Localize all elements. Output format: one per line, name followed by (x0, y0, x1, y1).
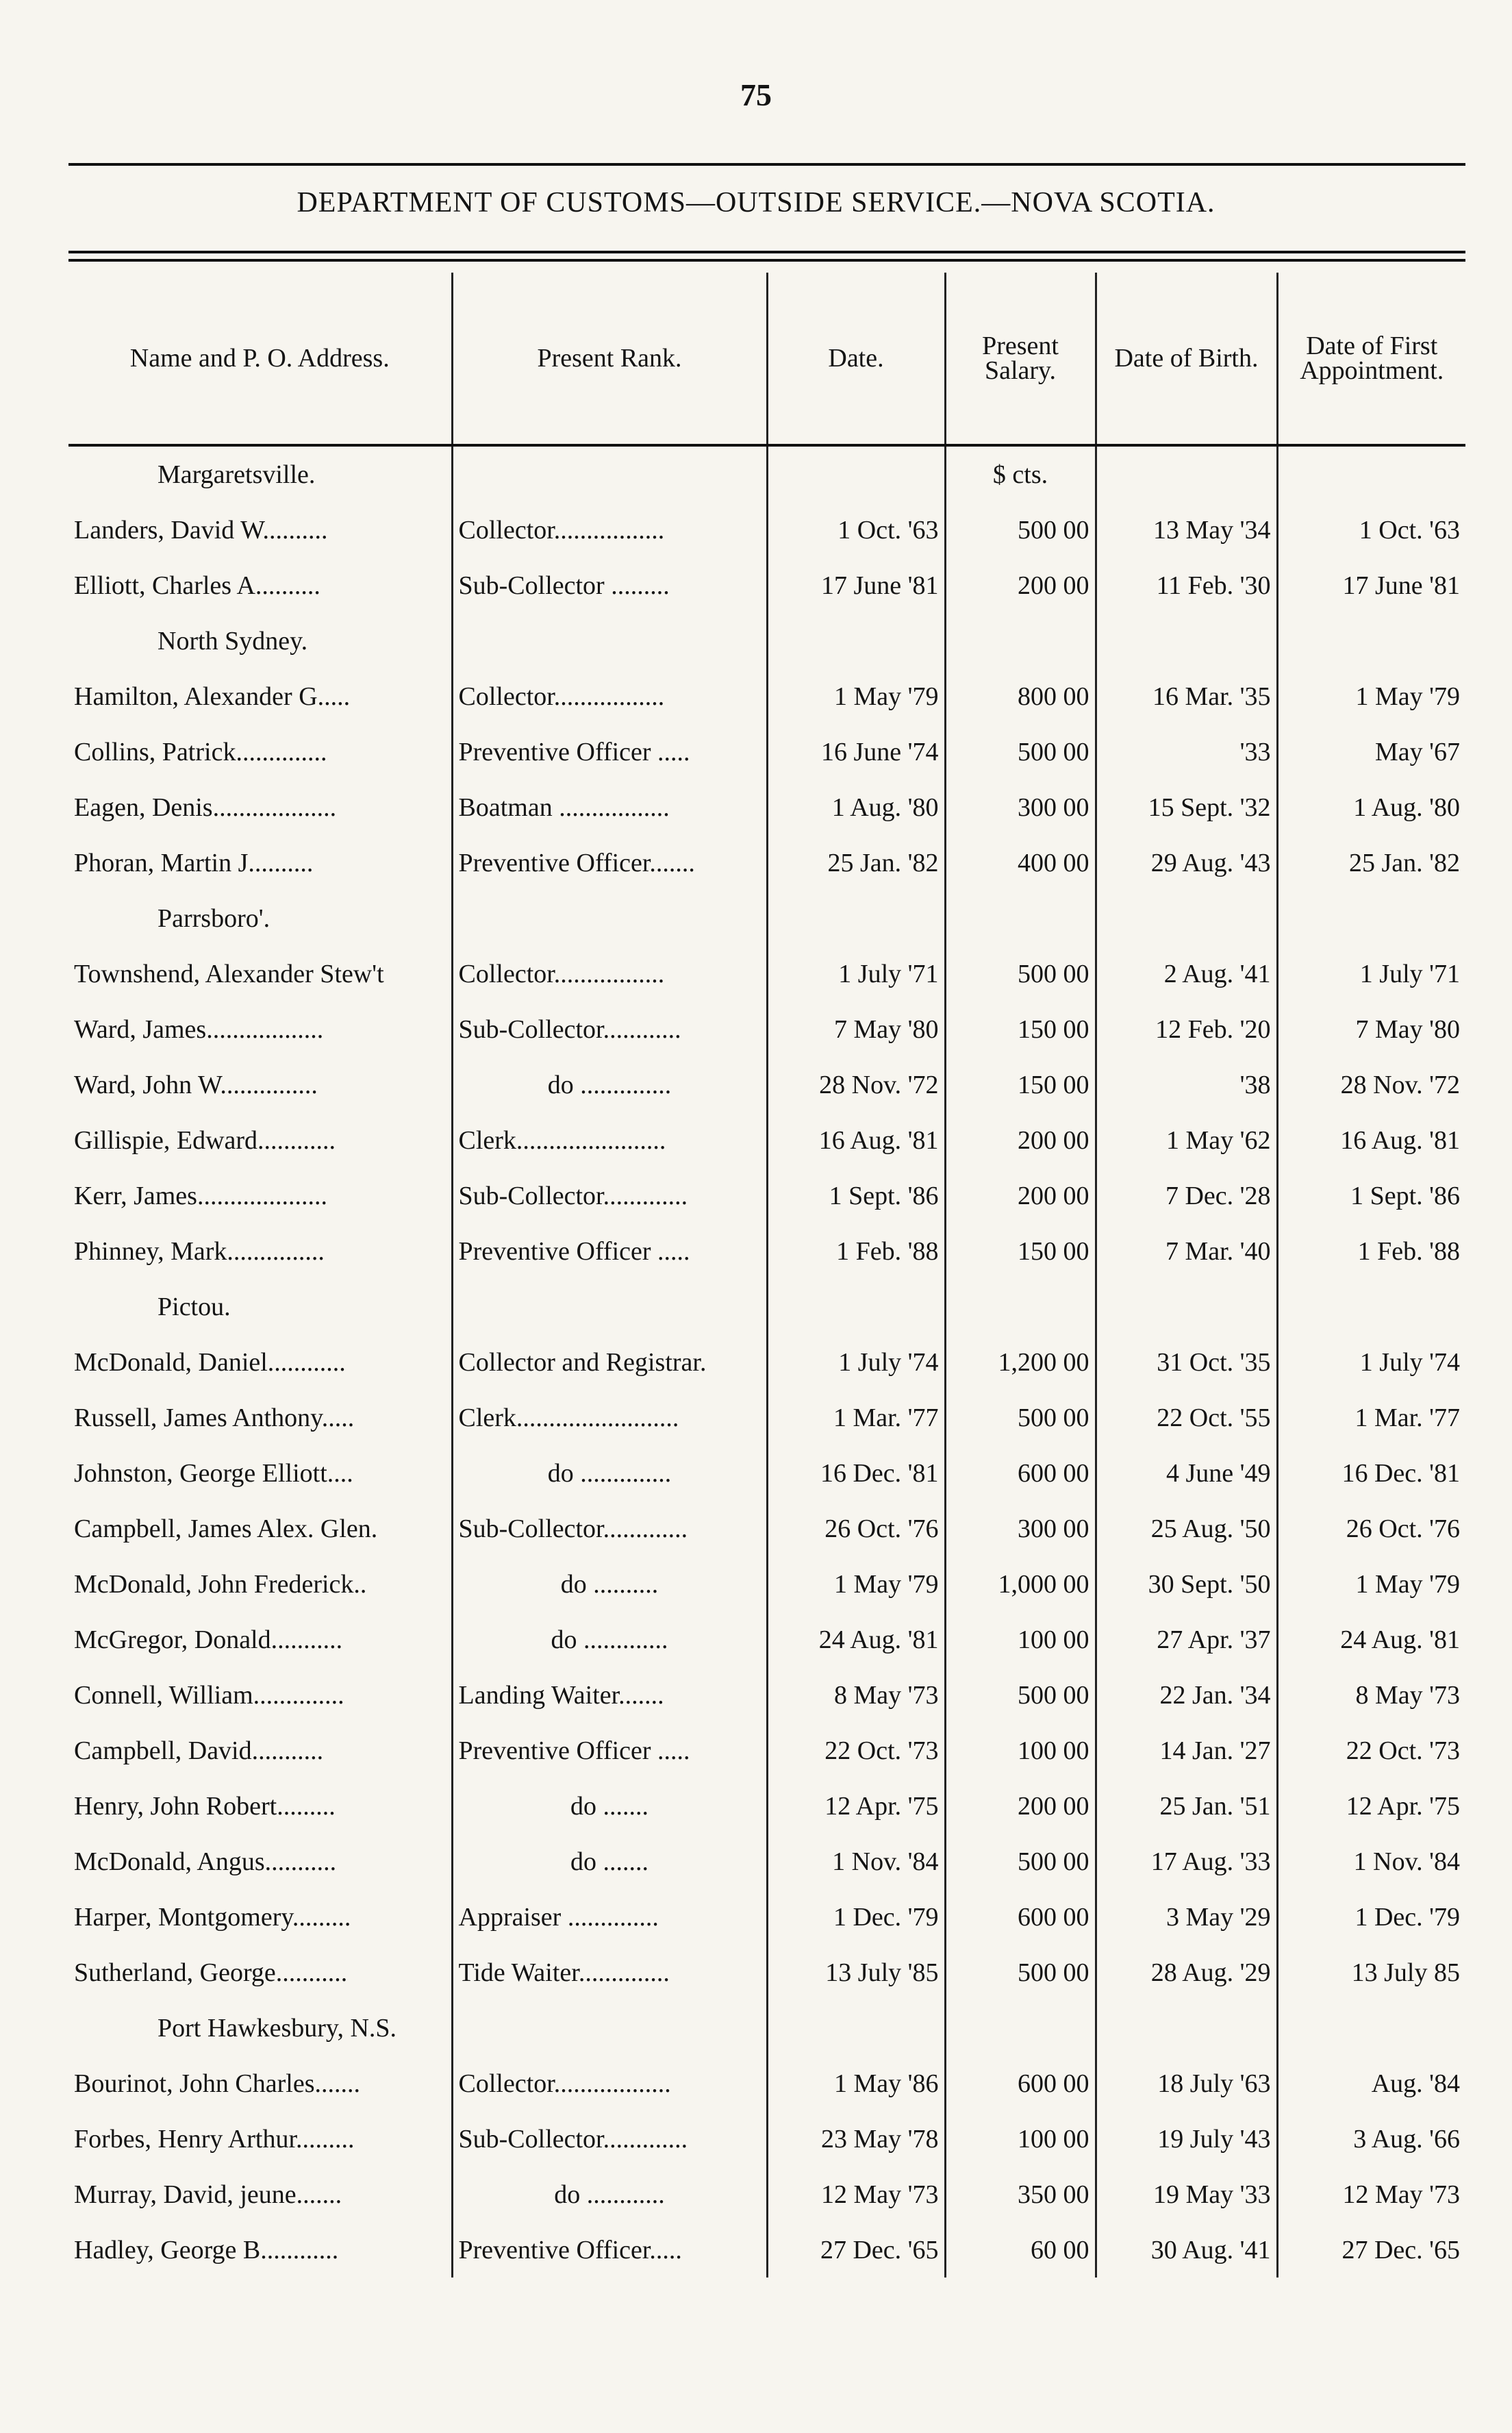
empty-cell (1277, 613, 1465, 669)
section-heading-row (68, 890, 1465, 946)
name-cell: Hamilton, Alexander G..... (74, 682, 351, 711)
empty-cell (1096, 1279, 1277, 1334)
table-row (68, 1390, 1465, 1445)
rank-cell: Sub-Collector............. (452, 1168, 767, 1223)
section-heading-row (68, 445, 1465, 502)
name-cell: Bourinot, John Charles....... (74, 2069, 360, 2098)
name-cell: Hadley, George B............ (74, 2235, 339, 2264)
section-location: Pictou. (158, 1292, 231, 1321)
salary-cell: 500 00 (945, 1667, 1096, 1723)
date-cell: 25 Jan. '82 (767, 835, 945, 890)
rank-cell: do ............ (452, 2167, 767, 2222)
rank-cell: do ....... (452, 1834, 767, 1889)
customs-staff-table (68, 273, 1465, 2278)
empty-cell (452, 1279, 767, 1334)
section-location: North Sydney. (158, 626, 308, 656)
salary-cell: 500 00 (945, 946, 1096, 1001)
name-cell: Kerr, James.................... (74, 1181, 327, 1210)
rank-cell: Preventive Officer ..... (452, 724, 767, 779)
birth-date-cell: 19 July '43 (1096, 2111, 1277, 2167)
date-cell: 17 June '81 (767, 558, 945, 613)
date-cell: 23 May '78 (767, 2111, 945, 2167)
salary-cell: 200 00 (945, 1168, 1096, 1223)
salary-cell: 60 00 (945, 2222, 1096, 2278)
birth-date-cell: 7 Mar. '40 (1096, 1223, 1277, 1279)
birth-date-cell: 7 Dec. '28 (1096, 1168, 1277, 1223)
name-cell: Townshend, Alexander Stew't (74, 959, 384, 988)
rank-cell: Collector................. (452, 502, 767, 558)
appointment-date-cell: 1 Aug. '80 (1277, 779, 1465, 835)
birth-date-cell: 1 May '62 (1096, 1112, 1277, 1168)
appointment-date-cell: 1 May '79 (1277, 669, 1465, 724)
table-row (68, 2056, 1465, 2111)
appointment-date-cell: 7 May '80 (1277, 1001, 1465, 1057)
rank-cell: Clerk......................... (452, 1390, 767, 1445)
salary-units-label: $ cts. (945, 445, 1096, 502)
rank-cell: do .............. (452, 1057, 767, 1112)
date-cell: 1 Oct. '63 (767, 502, 945, 558)
appointment-date-cell: 1 Sept. '86 (1277, 1168, 1465, 1223)
name-cell: Campbell, David........... (74, 1736, 324, 1765)
birth-date-cell: '38 (1096, 1057, 1277, 1112)
rank-cell: do ............. (452, 1612, 767, 1667)
table-row (68, 1889, 1465, 1945)
date-cell: 28 Nov. '72 (767, 1057, 945, 1112)
table-row (68, 1834, 1465, 1889)
date-cell: 22 Oct. '73 (767, 1723, 945, 1778)
salary-cell: 200 00 (945, 1778, 1096, 1834)
birth-date-cell: 28 Aug. '29 (1096, 1945, 1277, 2000)
empty-cell (1096, 613, 1277, 669)
appointment-date-cell: 12 May '73 (1277, 2167, 1465, 2222)
appointment-date-cell: 24 Aug. '81 (1277, 1612, 1465, 1667)
salary-cell: 200 00 (945, 558, 1096, 613)
birth-date-cell: 25 Aug. '50 (1096, 1501, 1277, 1556)
name-cell: Connell, William.............. (74, 1680, 344, 1710)
table-row (68, 779, 1465, 835)
name-cell: Collins, Patrick.............. (74, 737, 327, 766)
name-cell: McGregor, Donald........... (74, 1625, 343, 1654)
date-cell: 8 May '73 (767, 1667, 945, 1723)
rank-cell: Collector................. (452, 669, 767, 724)
birth-date-cell: 30 Sept. '50 (1096, 1556, 1277, 1612)
table-row (68, 2222, 1465, 2278)
date-cell: 24 Aug. '81 (767, 1612, 945, 1667)
name-cell: Harper, Montgomery......... (74, 1902, 351, 1932)
salary-cell: 800 00 (945, 669, 1096, 724)
page-title: DEPARTMENT OF CUSTOMS—OUTSIDE SERVICE.—NOVA SCOTIA. (297, 187, 1215, 219)
salary-cell: 150 00 (945, 1057, 1096, 1112)
appointment-date-cell: May '67 (1277, 724, 1465, 779)
appointment-date-cell: 1 Mar. '77 (1277, 1390, 1465, 1445)
appointment-date-cell: 1 Dec. '79 (1277, 1889, 1465, 1945)
name-cell: Russell, James Anthony..... (74, 1403, 355, 1432)
birth-date-cell: 3 May '29 (1096, 1889, 1277, 1945)
salary-cell: 500 00 (945, 502, 1096, 558)
appointment-date-cell: 28 Nov. '72 (1277, 1057, 1465, 1112)
birth-date-cell: 2 Aug. '41 (1096, 946, 1277, 1001)
birth-date-cell: 22 Oct. '55 (1096, 1390, 1277, 1445)
empty-cell (767, 2000, 945, 2056)
birth-date-cell: 27 Apr. '37 (1096, 1612, 1277, 1667)
name-cell: Elliott, Charles A.......... (74, 571, 320, 600)
salary-cell: 500 00 (945, 1945, 1096, 2000)
name-cell: Landers, David W.......... (74, 515, 328, 545)
date-cell: 1 July '71 (767, 946, 945, 1001)
date-cell: 1 Dec. '79 (767, 1889, 945, 1945)
title-rule-upper (68, 251, 1465, 253)
rank-cell: Preventive Officer....... (452, 835, 767, 890)
date-cell: 12 Apr. '75 (767, 1778, 945, 1834)
rank-cell: Sub-Collector............. (452, 2111, 767, 2167)
appointment-date-cell: 1 May '79 (1277, 1556, 1465, 1612)
empty-cell (767, 890, 945, 946)
appointment-date-cell: 1 Nov. '84 (1277, 1834, 1465, 1889)
salary-cell: 100 00 (945, 1723, 1096, 1778)
header-date-of-birth: Date of Birth. (1096, 273, 1277, 445)
appointment-date-cell: 13 July 85 (1277, 1945, 1465, 2000)
table-row (68, 1945, 1465, 2000)
table-row (68, 558, 1465, 613)
section-location: Margaretsville. (158, 460, 316, 489)
salary-cell: 600 00 (945, 1445, 1096, 1501)
salary-cell: 150 00 (945, 1001, 1096, 1057)
appointment-date-cell: 12 Apr. '75 (1277, 1778, 1465, 1834)
header-present-salary: Present Salary. (945, 273, 1096, 445)
empty-cell (452, 613, 767, 669)
birth-date-cell: 15 Sept. '32 (1096, 779, 1277, 835)
salary-cell: 350 00 (945, 2167, 1096, 2222)
date-cell: 1 Mar. '77 (767, 1390, 945, 1445)
salary-cell: 100 00 (945, 1612, 1096, 1667)
table-row (68, 1612, 1465, 1667)
table-row (68, 1168, 1465, 1223)
table-row (68, 946, 1465, 1001)
appointment-date-cell: 1 July '71 (1277, 946, 1465, 1001)
name-cell: McDonald, Angus........... (74, 1847, 337, 1876)
birth-date-cell: 4 June '49 (1096, 1445, 1277, 1501)
birth-date-cell: 29 Aug. '43 (1096, 835, 1277, 890)
empty-cell (767, 445, 945, 502)
empty-cell (767, 1279, 945, 1334)
birth-date-cell: 30 Aug. '41 (1096, 2222, 1277, 2278)
date-cell: 1 May '79 (767, 669, 945, 724)
empty-cell (1277, 2000, 1465, 2056)
rank-cell: Appraiser .............. (452, 1889, 767, 1945)
table-row (68, 1001, 1465, 1057)
birth-date-cell: '33 (1096, 724, 1277, 779)
rank-cell: Collector................. (452, 946, 767, 1001)
rank-cell: Clerk....................... (452, 1112, 767, 1168)
birth-date-cell: 13 May '34 (1096, 502, 1277, 558)
salary-cell: 200 00 (945, 1112, 1096, 1168)
table-body (68, 445, 1465, 2278)
name-cell: McDonald, Daniel............ (74, 1347, 346, 1377)
salary-cell: 600 00 (945, 1889, 1096, 1945)
appointment-date-cell: 1 Oct. '63 (1277, 502, 1465, 558)
section-heading-row (68, 613, 1465, 669)
empty-cell (452, 445, 767, 502)
table-row (68, 2167, 1465, 2222)
salary-cell: 400 00 (945, 835, 1096, 890)
salary-cell: 100 00 (945, 2111, 1096, 2167)
birth-date-cell: 31 Oct. '35 (1096, 1334, 1277, 1390)
empty-cell (452, 2000, 767, 2056)
rank-cell: Boatman ................. (452, 779, 767, 835)
salary-cell: 600 00 (945, 2056, 1096, 2111)
date-cell: 13 July '85 (767, 1945, 945, 2000)
date-cell: 1 May '86 (767, 2056, 945, 2111)
table-row (68, 1667, 1465, 1723)
title-rule-lower (68, 259, 1465, 262)
rank-cell: Preventive Officer ..... (452, 1223, 767, 1279)
birth-date-cell: 19 May '33 (1096, 2167, 1277, 2222)
appointment-date-cell: 26 Oct. '76 (1277, 1501, 1465, 1556)
rank-cell: Sub-Collector............ (452, 1001, 767, 1057)
rank-cell: Preventive Officer ..... (452, 1723, 767, 1778)
table-row (68, 835, 1465, 890)
name-cell: Henry, John Robert......... (74, 1791, 336, 1821)
date-cell: 1 Nov. '84 (767, 1834, 945, 1889)
empty-cell (1277, 1279, 1465, 1334)
appointment-date-cell: 1 July '74 (1277, 1334, 1465, 1390)
page-number: 75 (740, 77, 772, 112)
appointment-date-cell: 16 Dec. '81 (1277, 1445, 1465, 1501)
empty-cell (1277, 445, 1465, 502)
birth-date-cell: 14 Jan. '27 (1096, 1723, 1277, 1778)
empty-cell (1096, 890, 1277, 946)
table-row (68, 2111, 1465, 2167)
name-cell: Gillispie, Edward............ (74, 1125, 336, 1155)
date-cell: 1 May '79 (767, 1556, 945, 1612)
salary-cell: 1,000 00 (945, 1556, 1096, 1612)
table-row (68, 502, 1465, 558)
salary-cell: 500 00 (945, 1390, 1096, 1445)
name-cell: Sutherland, George........... (74, 1958, 348, 1987)
table-row (68, 1057, 1465, 1112)
table-row (68, 1723, 1465, 1778)
table-row (68, 1445, 1465, 1501)
header-present-rank: Present Rank. (452, 273, 767, 445)
appointment-date-cell: 1 Feb. '88 (1277, 1223, 1465, 1279)
empty-cell (767, 613, 945, 669)
header-date: Date. (767, 273, 945, 445)
appointment-date-cell: 22 Oct. '73 (1277, 1723, 1465, 1778)
header-date-first-appointment: Date of First Appointment. (1277, 273, 1465, 445)
empty-cell (945, 2000, 1096, 2056)
appointment-date-cell: 17 June '81 (1277, 558, 1465, 613)
name-cell: Forbes, Henry Arthur......... (74, 2124, 355, 2154)
date-cell: 27 Dec. '65 (767, 2222, 945, 2278)
salary-cell: 500 00 (945, 724, 1096, 779)
section-location: Parrsboro'. (158, 903, 270, 933)
rank-cell: Tide Waiter.............. (452, 1945, 767, 2000)
birth-date-cell: 22 Jan. '34 (1096, 1667, 1277, 1723)
birth-date-cell: 11 Feb. '30 (1096, 558, 1277, 613)
name-cell: McDonald, John Frederick.. (74, 1569, 367, 1599)
rank-cell: do .............. (452, 1445, 767, 1501)
name-cell: Johnston, George Elliott.... (74, 1458, 353, 1488)
salary-cell: 300 00 (945, 1501, 1096, 1556)
empty-cell (1096, 2000, 1277, 2056)
table-row (68, 1501, 1465, 1556)
appointment-date-cell: 27 Dec. '65 (1277, 2222, 1465, 2278)
table-row (68, 724, 1465, 779)
name-cell: Phinney, Mark............... (74, 1236, 325, 1266)
empty-cell (945, 613, 1096, 669)
empty-cell (945, 1279, 1096, 1334)
section-location: Port Hawkesbury, N.S. (158, 2013, 397, 2043)
birth-date-cell: 16 Mar. '35 (1096, 669, 1277, 724)
appointment-date-cell: 8 May '73 (1277, 1667, 1465, 1723)
rank-cell: Sub-Collector ......... (452, 558, 767, 613)
date-cell: 1 Sept. '86 (767, 1168, 945, 1223)
date-cell: 16 Dec. '81 (767, 1445, 945, 1501)
salary-cell: 300 00 (945, 779, 1096, 835)
salary-cell: 500 00 (945, 1834, 1096, 1889)
birth-date-cell: 12 Feb. '20 (1096, 1001, 1277, 1057)
date-cell: 16 Aug. '81 (767, 1112, 945, 1168)
table-row (68, 669, 1465, 724)
rank-cell: Preventive Officer..... (452, 2222, 767, 2278)
table-header-row (68, 273, 1465, 445)
date-cell: 1 Feb. '88 (767, 1223, 945, 1279)
rank-cell: do ....... (452, 1778, 767, 1834)
salary-cell: 150 00 (945, 1223, 1096, 1279)
date-cell: 26 Oct. '76 (767, 1501, 945, 1556)
rank-cell: Collector.................. (452, 2056, 767, 2111)
date-cell: 1 Aug. '80 (767, 779, 945, 835)
appointment-date-cell: Aug. '84 (1277, 2056, 1465, 2111)
name-cell: Ward, John W............... (74, 1070, 318, 1099)
empty-cell (452, 890, 767, 946)
header-name-address: Name and P. O. Address. (68, 273, 452, 445)
table-row (68, 1112, 1465, 1168)
name-cell: Eagen, Denis................... (74, 793, 337, 822)
rank-cell: Landing Waiter....... (452, 1667, 767, 1723)
table-row (68, 1223, 1465, 1279)
section-heading-row (68, 2000, 1465, 2056)
rank-cell: Sub-Collector............. (452, 1501, 767, 1556)
table-row (68, 1556, 1465, 1612)
date-cell: 12 May '73 (767, 2167, 945, 2222)
salary-cell: 1,200 00 (945, 1334, 1096, 1390)
table-row (68, 1778, 1465, 1834)
name-cell: Ward, James.................. (74, 1014, 324, 1044)
birth-date-cell: 25 Jan. '51 (1096, 1778, 1277, 1834)
empty-cell (1096, 445, 1277, 502)
birth-date-cell: 17 Aug. '33 (1096, 1834, 1277, 1889)
name-cell: Campbell, James Alex. Glen. (74, 1514, 378, 1543)
empty-cell (1277, 890, 1465, 946)
appointment-date-cell: 3 Aug. '66 (1277, 2111, 1465, 2167)
name-cell: Murray, David, jeune....... (74, 2180, 342, 2209)
rank-cell: do .......... (452, 1556, 767, 1612)
date-cell: 16 June '74 (767, 724, 945, 779)
appointment-date-cell: 16 Aug. '81 (1277, 1112, 1465, 1168)
rank-cell: Collector and Registrar. (452, 1334, 767, 1390)
top-rule (68, 163, 1465, 166)
table-row (68, 1334, 1465, 1390)
appointment-date-cell: 25 Jan. '82 (1277, 835, 1465, 890)
section-heading-row (68, 1279, 1465, 1334)
date-cell: 1 July '74 (767, 1334, 945, 1390)
empty-cell (945, 890, 1096, 946)
name-cell: Phoran, Martin J.......... (74, 848, 314, 877)
date-cell: 7 May '80 (767, 1001, 945, 1057)
birth-date-cell: 18 July '63 (1096, 2056, 1277, 2111)
